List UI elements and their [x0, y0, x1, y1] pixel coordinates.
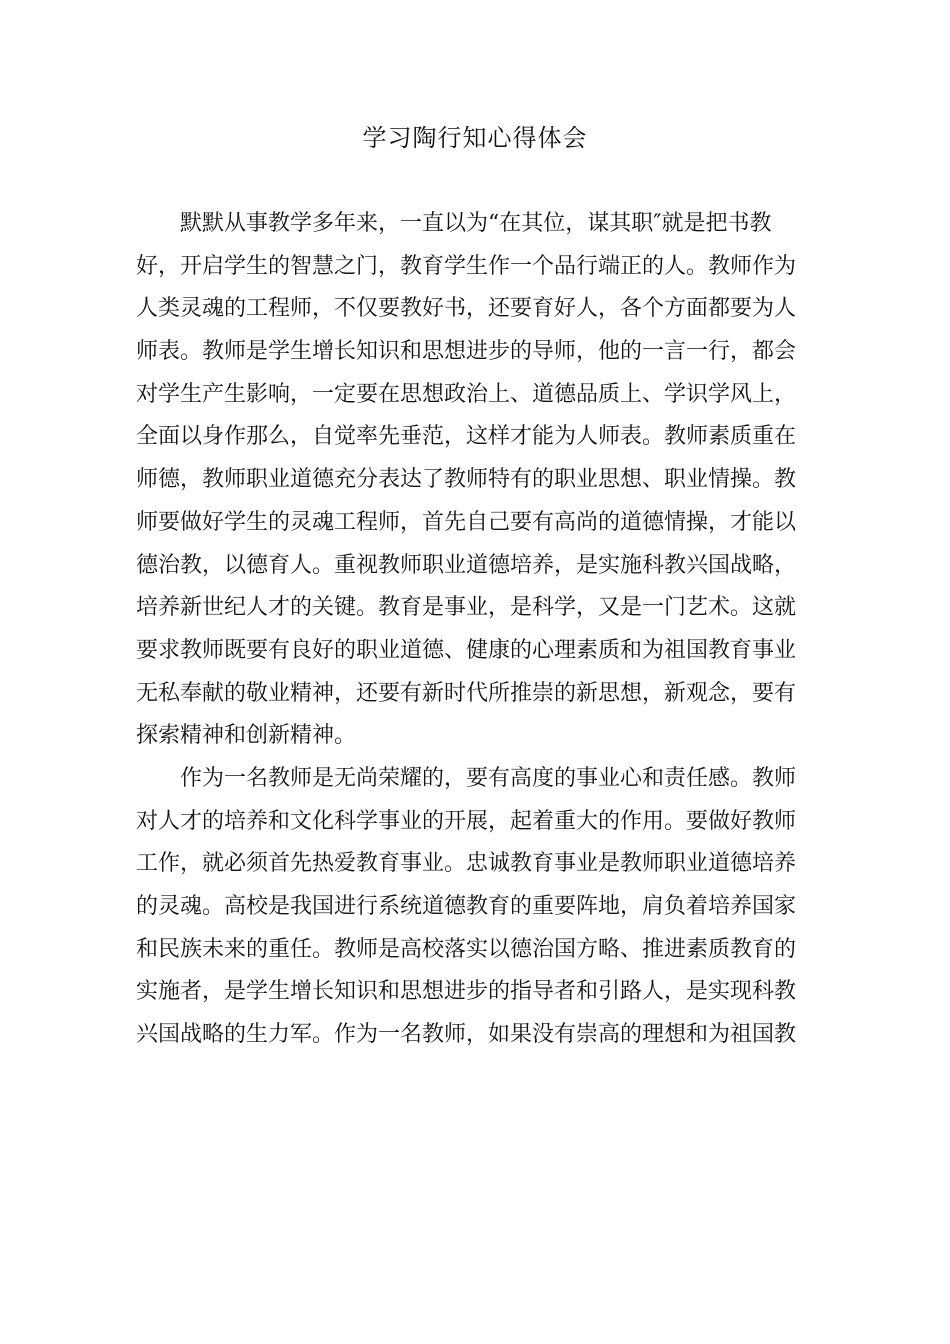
- document-body: [136, 203, 826, 1057]
- paragraph-line: 无私奉献的敬业精神，还要有新时代所推崇的新思想，新观念，要有: [136, 680, 797, 706]
- paragraph-line: 的灵魂。高校是我国进行系统道德教育的重要阵地，肩负着培养国家: [136, 894, 797, 919]
- paragraph-line: 培养新世纪人才的关键。教育是事业，是科学，又是一门艺术。这就: [136, 595, 797, 621]
- paragraph-line: 对学生产生影响，一定要在思想政治上、道德品质上、学识学风上，: [136, 381, 797, 407]
- paragraph-line: 工作，就必须首先热爱教育事业。忠诚教育事业是教师职业道德培养: [136, 851, 797, 877]
- paragraph-line: 作为一名教师是无尚荣耀的，要有高度的事业心和责任感。教师: [180, 765, 797, 791]
- paragraph-line: 好，开启学生的智慧之门，教育学生作一个品行端正的人。教师作为: [136, 253, 797, 279]
- paragraph-line: 师要做好学生的灵魂工程师，首先自己要有高尚的道德情操，才能以: [136, 509, 797, 535]
- paragraph-2: [136, 758, 826, 1057]
- document-title: 学习陶行知心得体会: [362, 124, 588, 152]
- paragraph-line: 人类灵魂的工程师，不仅要教好书，还要育好人，各个方面都要为人: [136, 296, 797, 322]
- paragraph-line: 师表。教师是学生增长知识和思想进步的导师，他的一言一行，都会: [136, 339, 797, 365]
- paragraph-line: 探索精神和创新精神。: [136, 723, 357, 749]
- paragraph-line: 默默从事教学多年来，一直以为“在其位，谋其职″就是把书教: [180, 211, 772, 236]
- paragraph-line: 全面以身作那么，自觉率先垂范，这样才能为人师表。教师素质重在: [136, 424, 797, 450]
- paragraph-line: 对人才的培养和文化科学事业的开展，起着重大的作用。要做好教师: [136, 808, 797, 834]
- paragraph-1: [136, 203, 826, 758]
- paragraph-line: 德治教，以德育人。重视教师职业道德培养，是实施科教兴国战略，: [136, 552, 797, 578]
- paragraph-line: 实施者，是学生增长知识和思想进步的指导者和引路人，是实现科教: [136, 979, 797, 1005]
- paragraph-line: 师德，教师职业道德充分表达了教师特有的职业思想、职业情操。教: [136, 467, 797, 493]
- paragraph-line: 兴国战略的生力军。作为一名教师，如果没有崇高的理想和为祖国教: [136, 1022, 797, 1048]
- paragraph-line: 和民族未来的重任。教师是高校落实以德治国方略、推进素质教育的: [136, 936, 797, 962]
- paragraph-line: 要求教师既要有良好的职业道德、健康的心理素质和为祖国教育事业: [136, 637, 797, 663]
